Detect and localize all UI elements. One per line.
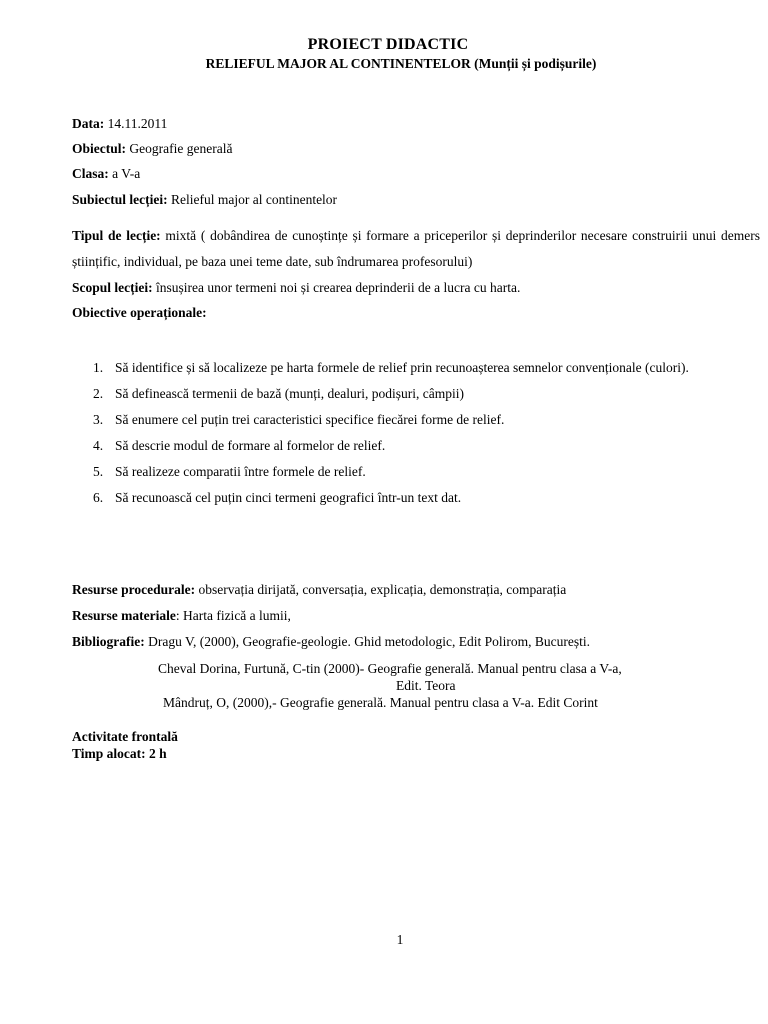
lesson-type-paragraph bbox=[72, 223, 760, 275]
topic-label: Subiectul lecției: bbox=[72, 192, 168, 207]
list-item-text: Să descrie modul de formare al formelor de relief. bbox=[115, 438, 386, 453]
subject-value: Geografie generală bbox=[129, 141, 233, 156]
date-label: Data: bbox=[72, 116, 105, 131]
goal-label: Scopul lecției: bbox=[72, 280, 153, 295]
procedural-resources-label: Resurse procedurale: bbox=[72, 582, 196, 597]
objectives-list bbox=[72, 355, 732, 511]
lesson-type-label: Tipul de lecție: bbox=[72, 228, 161, 243]
class-value: a V-a bbox=[112, 166, 141, 181]
page-number: 1 bbox=[396, 932, 404, 947]
date-value: 14.11.2011 bbox=[107, 116, 168, 131]
class-line bbox=[72, 166, 140, 182]
bibliography-item-3: Mândruț, O, (2000),- Geografie generală. Manual pentru clasa a V-a. Edit Corint bbox=[163, 695, 598, 710]
list-item-text: Să realizeze comparatii între formele de relief. bbox=[115, 464, 366, 479]
list-item bbox=[72, 433, 732, 459]
procedural-resources-line bbox=[72, 582, 566, 598]
objectives-label: Obiective operaționale: bbox=[72, 305, 207, 320]
bibliography-item-2-publisher: Edit. Teora bbox=[396, 678, 456, 693]
objectives-heading bbox=[72, 305, 207, 321]
list-item bbox=[72, 485, 732, 511]
procedural-resources-value: observația dirijată, conversația, explicația, demonstrația, comparația bbox=[198, 582, 567, 597]
subject-label: Obiectul: bbox=[72, 141, 126, 156]
list-item bbox=[72, 381, 732, 407]
bibliography-item-2: Cheval Dorina, Furtună, C-tin (2000)- Geografie generală. Manual pentru clasa a V-a, bbox=[158, 661, 622, 676]
list-item-number: 5. bbox=[93, 464, 104, 479]
topic-line bbox=[72, 192, 337, 208]
date-line bbox=[72, 116, 167, 132]
time-label: Timp alocat: 2 h bbox=[72, 746, 167, 761]
topic-value: Relieful major al continentelor bbox=[170, 192, 338, 207]
material-resources-line bbox=[72, 608, 291, 624]
list-item bbox=[72, 407, 732, 433]
list-item bbox=[72, 459, 732, 485]
bibliography-line bbox=[72, 634, 590, 650]
list-item-text: Să recunoască cel puțin cinci termeni geografici într-un text dat. bbox=[115, 490, 462, 505]
list-item-text: Să identifice și să localizeze pe harta formele de relief prin recunoașterea semnelor convenționale (culori). bbox=[115, 360, 689, 375]
goal-line bbox=[72, 280, 520, 296]
subject-line bbox=[72, 141, 232, 157]
lesson-type-value: mixtă ( dobândirea de cunoștințe și formare a priceperilor și deprinderilor necesare construirii unui demers științific, individual, pe baza unei teme date, sub îndrumarea profesorului) bbox=[72, 228, 760, 269]
activity-label: Activitate frontală bbox=[72, 729, 178, 744]
goal-value: însușirea unor termeni noi și crearea deprinderii de a lucra cu harta. bbox=[156, 280, 521, 295]
document-title: PROIECT DIDACTIC bbox=[307, 36, 469, 53]
bibliography-item-1: Dragu V, (2000), Geografie-geologie. Ghid metodologic, Edit Polirom, București. bbox=[148, 634, 591, 649]
material-resources-label: Resurse materiale bbox=[72, 608, 176, 623]
list-item-text: Să enumere cel puțin trei caracteristici specifice fiecărei forme de relief. bbox=[115, 412, 505, 427]
list-item-number: 6. bbox=[93, 490, 104, 505]
list-item-text: Să definească termenii de bază (munți, dealuri, podișuri, câmpii) bbox=[115, 386, 464, 401]
list-item-number: 1. bbox=[93, 360, 104, 375]
class-label: Clasa: bbox=[72, 166, 109, 181]
list-item bbox=[72, 355, 732, 381]
list-item-number: 3. bbox=[93, 412, 104, 427]
bibliography-label: Bibliografie: bbox=[72, 634, 145, 649]
list-item-number: 4. bbox=[93, 438, 104, 453]
list-item-number: 2. bbox=[93, 386, 104, 401]
material-resources-value: : Harta fizică a lumii, bbox=[175, 608, 291, 623]
document-subtitle: RELIEFUL MAJOR AL CONTINENTELOR (Munții și podișurile) bbox=[205, 56, 597, 71]
